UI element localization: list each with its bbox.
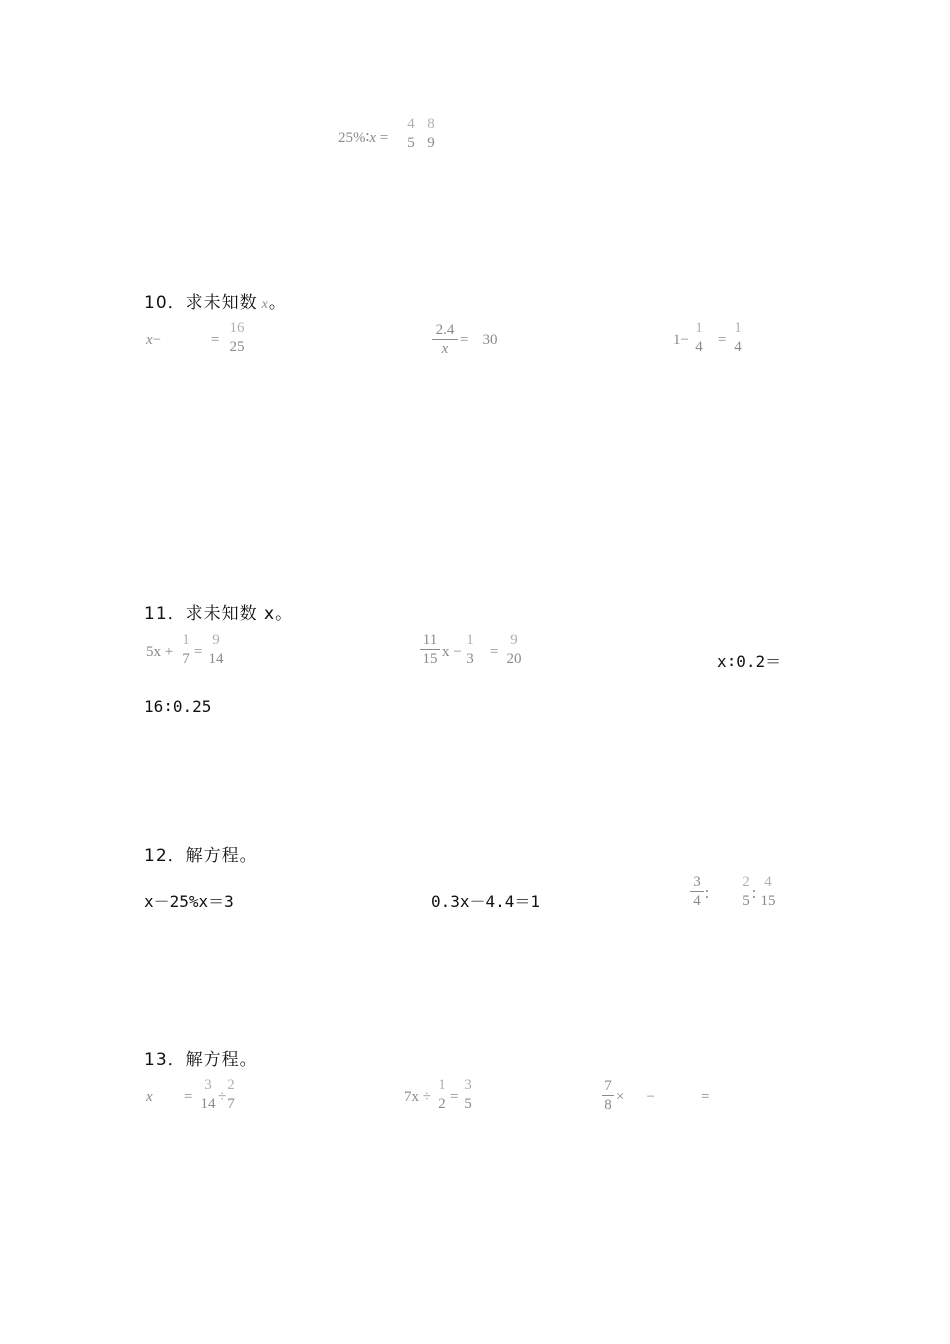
q10-eq3-f1-den: 4 <box>695 339 703 355</box>
q12-eq3-fraction-1 <box>690 874 704 909</box>
q12-eq3-f3-den: 15 <box>760 893 776 909</box>
q11-eq2-fraction-2 <box>464 632 476 667</box>
q13-eq2-equals-sign: = <box>450 1089 459 1105</box>
q12-eq3-sep-1 <box>705 885 709 904</box>
q11-eq1-equals <box>194 644 202 661</box>
q13-eq1-fraction-1 <box>198 1077 218 1112</box>
q11-eq2-f3-num: 9 <box>510 632 518 648</box>
q10-heading-end: 。 <box>268 293 287 313</box>
q13-eq2-lhs <box>404 1089 431 1106</box>
q10-heading <box>144 288 287 313</box>
q11-eq3-line2: 16∶0.25 <box>144 697 212 716</box>
q13-eq1-f1-den: 14 <box>200 1096 216 1112</box>
top-eq-fraction-1 <box>404 116 418 151</box>
q12-heading: 12．解方程。 <box>144 846 258 866</box>
q10-eq1-num: 16 <box>229 320 245 336</box>
q11-eq3-line1: x∶0.2＝ <box>717 652 782 671</box>
q10-eq1-fraction <box>226 320 248 355</box>
q12-eq3-f2-den: 5 <box>742 893 750 909</box>
q13-eq2-f1-den: 2 <box>438 1096 446 1112</box>
q11-eq1-equals-sign: = <box>194 644 203 660</box>
q11-eq1-f2-num: 9 <box>212 632 220 648</box>
q13-eq3-minus: − <box>646 1089 655 1105</box>
q10-eq2-rhs <box>460 332 497 349</box>
q12-eq3-fraction-2 <box>740 874 752 909</box>
q10-eq1-minus: − <box>152 332 162 348</box>
q10-eq3-lhs-text: 1− <box>673 332 689 348</box>
top-eq-f1-num: 4 <box>407 116 415 132</box>
q12-eq3-sep-2 <box>752 885 756 904</box>
q10-eq3-fraction-1 <box>692 320 706 355</box>
q10-eq3-f2-den: 4 <box>734 339 742 355</box>
q12-eq3-sep2-text: ∶ <box>752 887 756 903</box>
q11-eq2-equals <box>490 644 498 661</box>
q10-eq3-equals <box>718 332 726 349</box>
q11-eq2-f2-den: 3 <box>466 651 474 667</box>
q11-eq2-equals-sign: = <box>490 644 499 660</box>
top-eq-var: x <box>369 130 377 146</box>
q12-eq3-sep1-text: ∶ <box>705 887 709 903</box>
q10-eq1-equals: = <box>210 332 220 348</box>
q10-eq1-den: 25 <box>229 339 245 355</box>
q13-eq1-f2-num: 2 <box>227 1077 235 1093</box>
q11-eq2-f1-num: 11 <box>422 632 438 648</box>
q13-eq1-equals-sign: = <box>184 1089 193 1105</box>
q13-eq1-equals <box>184 1089 192 1106</box>
q13-eq1-var: x <box>146 1089 153 1105</box>
q10-heading-var: x <box>261 297 269 312</box>
q11-eq1-lhs-text: 5x + <box>146 644 174 660</box>
q11-eq1-lhs <box>146 644 173 661</box>
q13-heading: 13．解方程。 <box>144 1050 258 1070</box>
q10-eq2-equals: = <box>460 332 469 348</box>
q12-eq3-f3-num: 4 <box>764 874 772 890</box>
q10-eq3-equals-sign: = <box>718 332 727 348</box>
q10-eq3-f1-num: 1 <box>695 320 703 336</box>
q11-eq2-mid <box>442 644 462 661</box>
q12-eq1: x－25%x＝3 <box>144 892 234 911</box>
q13-eq1-lhs <box>146 1089 153 1106</box>
q13-eq2-f1-num: 1 <box>438 1077 446 1093</box>
q13-eq3-op: × <box>616 1089 625 1105</box>
q10-eq3-fraction-2 <box>731 320 745 355</box>
q10-eq3-f2-num: 1 <box>734 320 742 336</box>
q11-eq1-f2-den: 14 <box>208 651 224 667</box>
q11-eq1-fraction-1 <box>180 632 192 667</box>
q13-eq2-f2-den: 5 <box>464 1096 472 1112</box>
q13-eq2-equals <box>450 1089 458 1106</box>
q13-eq2-lhs-text: 7x ÷ <box>404 1089 431 1105</box>
q13-eq3-f1-den: 8 <box>604 1097 612 1113</box>
q11-eq1-f1-den: 7 <box>182 651 190 667</box>
top-eq-f2-den: 9 <box>427 135 435 151</box>
q13-eq1-f2-den: 7 <box>227 1096 235 1112</box>
q12-eq3-f1-den: 4 <box>693 893 701 909</box>
top-eq-fraction-2 <box>424 116 438 151</box>
q10-eq2-fraction <box>432 322 458 357</box>
q13-eq1-f1-num: 3 <box>204 1077 212 1093</box>
q10-eq2-rhs-value: 30 <box>482 332 498 348</box>
top-eq-f1-den: 5 <box>407 135 415 151</box>
q13-eq3-equals: = <box>700 1089 710 1105</box>
q11-eq1-fraction-2 <box>206 632 226 667</box>
q12-eq3-f2-num: 2 <box>742 874 750 890</box>
top-eq-f2-num: 8 <box>427 116 435 132</box>
q10-eq2-num: 2.4 <box>435 322 455 338</box>
q12-eq3-fraction-3 <box>758 874 778 909</box>
q13-eq1-op-text: ÷ <box>218 1089 227 1105</box>
q13-eq3-f1-num: 7 <box>604 1078 612 1094</box>
q10-eq2-den: x <box>441 341 449 357</box>
q10-heading-text: 10．求未知数 <box>144 293 258 313</box>
q13-eq3-fraction-1 <box>602 1078 614 1113</box>
q11-heading: 11．求未知数 x。 <box>144 604 294 624</box>
q10-eq1-var: x <box>146 332 153 348</box>
q13-eq3-rest <box>616 1089 709 1106</box>
q11-eq2-f2-num: 1 <box>466 632 474 648</box>
q13-eq2-f2-num: 3 <box>464 1077 472 1093</box>
q13-eq2-fraction-2 <box>462 1077 474 1112</box>
top-equation <box>338 128 388 147</box>
top-eq-prefix: 25%∶ <box>338 130 370 146</box>
q11-eq2-fraction-3 <box>504 632 524 667</box>
q11-eq2-mid-text: x − <box>442 644 462 660</box>
q11-eq2-f1-den: 15 <box>422 651 438 667</box>
q13-eq1-fraction-2 <box>225 1077 237 1112</box>
q13-eq2-fraction-1 <box>436 1077 448 1112</box>
q12-eq2: 0.3x－4.4＝1 <box>431 892 541 911</box>
q11-eq2-f3-den: 20 <box>506 651 522 667</box>
top-eq-equals: = <box>379 130 389 146</box>
q10-eq3-lhs <box>673 332 689 349</box>
q10-eq1 <box>146 332 219 349</box>
q11-eq1-f1-num: 1 <box>182 632 190 648</box>
q11-eq2-fraction-1 <box>420 632 440 667</box>
q12-eq3-f1-num: 3 <box>693 874 701 890</box>
